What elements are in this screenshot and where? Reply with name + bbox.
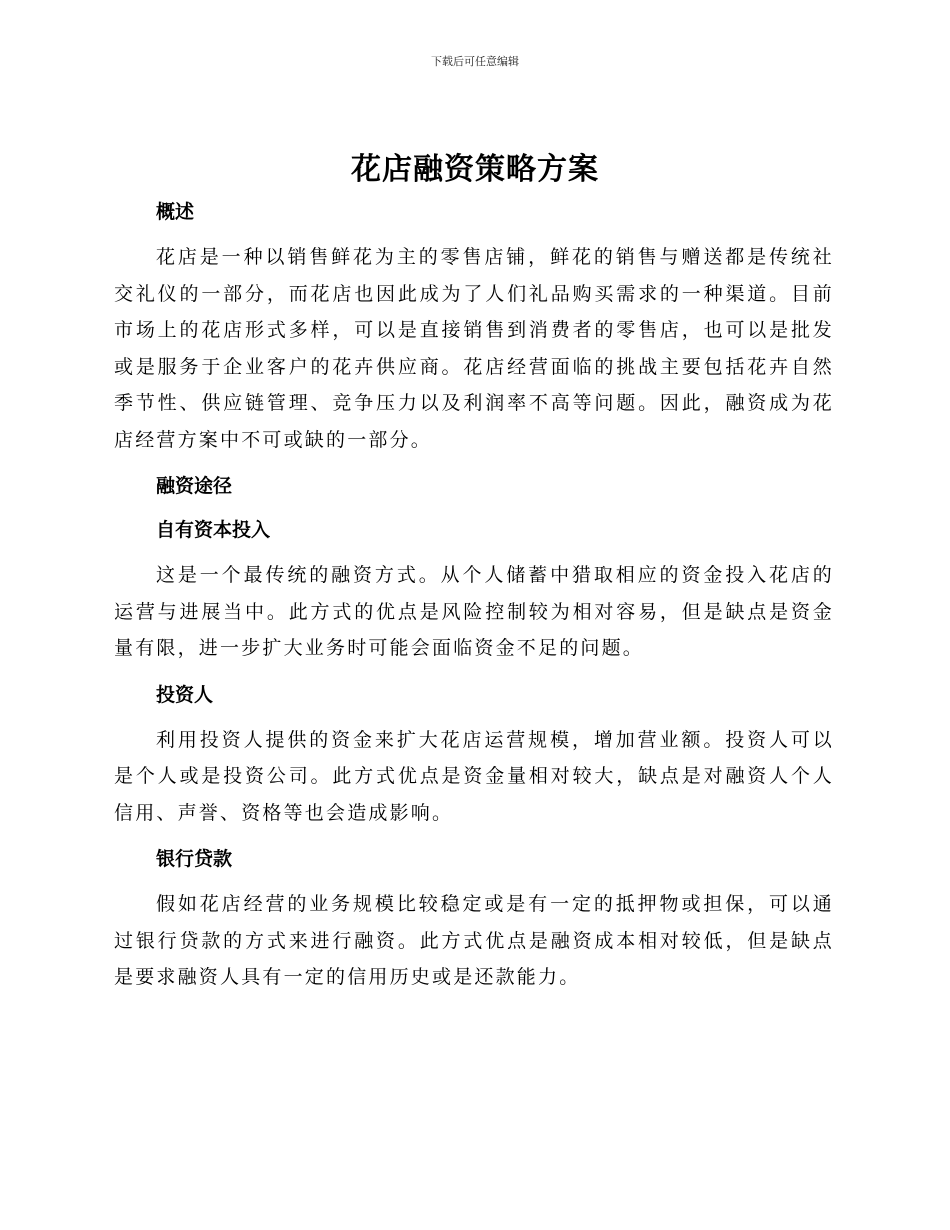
section-heading-financing-channels: 融资途径: [156, 475, 233, 497]
section-heading-own-capital: 自有资本投入: [156, 519, 271, 541]
section-heading-investors: 投资人: [156, 683, 214, 706]
section-paragraph-bank-loan: 假如花店经营的业务规模比较稳定或是有一定的抵押物或担保，可以通过银行贷款的方式来进行融资。此方式优点是融资成本相对较低，但是缺点是要求融资人具有一定的信用历史或是还款能力。: [114, 893, 834, 988]
spacer: [114, 504, 834, 512]
section-paragraph-own-capital: 这是一个最传统的融资方式。从个人储蓄中猎取相应的资金投入花店的运营与进展当中。此方式的优点是风险控制较为相对容易，但是缺点是资金量有限，进一步扩大业务时可能会面临资金不足的问题。: [114, 564, 834, 659]
header-note: 下载后可任意编辑: [431, 55, 519, 68]
section-heading-bank-loan: 银行贷款: [156, 848, 233, 870]
section-heading-overview: 概述: [156, 201, 195, 223]
section-paragraph-overview: 花店是一种以销售鲜花为主的零售店铺，鲜花的销售与赠送都是传统社交礼仪的一部分，而花店也因此成为了人们礼品购买需求的一种渠道。目前市场上的花店形式多样，可以是直接销售到消费者的零售店，也可以是批发或是服务于企业客户的花卉供应商。花店经营面临的挑战主要包括花卉自然季节性、供应链管理、竞争压力以及利润率不高等问题。因此，融资成为花店经营方案中不可或缺的一部分。: [114, 246, 834, 451]
document-body: [114, 194, 834, 1006]
document-title: 花店融资策略方案: [351, 152, 599, 187]
section-paragraph-investors: 利用投资人提供的资金来扩大花店运营规模，增加营业额。投资人可以是个人或是投资公司。此方式优点是资金量相对较大，缺点是对融资人个人信用、声誉、资格等也会造成影响。: [114, 728, 834, 824]
